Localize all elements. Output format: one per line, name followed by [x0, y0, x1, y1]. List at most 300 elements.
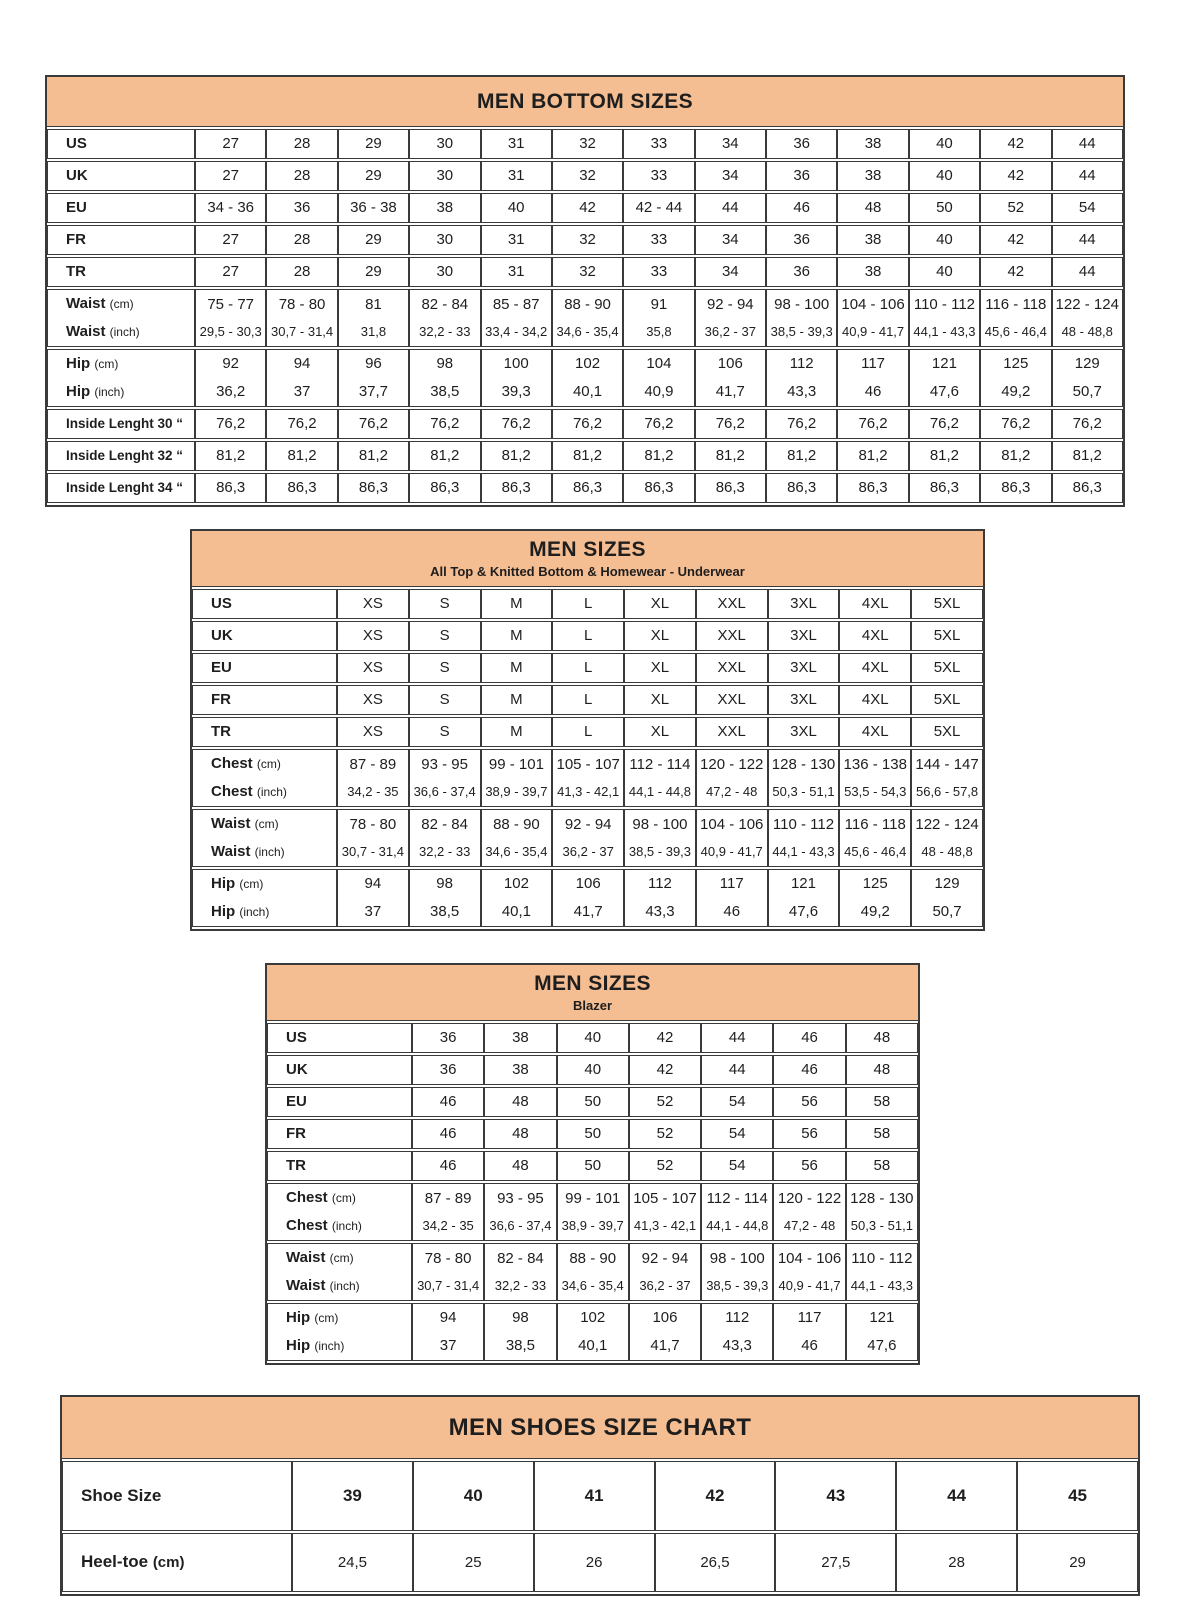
- size-cell: [980, 193, 1051, 223]
- size-cell: [1017, 1461, 1138, 1531]
- size-cell: [773, 1151, 845, 1181]
- row-label-unit: (inch): [256, 785, 287, 799]
- size-cell: [195, 161, 266, 191]
- size-value: 136 - 138: [843, 756, 907, 773]
- size-cell: [412, 1243, 484, 1301]
- size-value: 45,6 - 46,4: [844, 844, 907, 859]
- size-value: 30,7 - 31,4: [417, 1278, 480, 1293]
- size-value: 38,5 - 39,3: [628, 844, 692, 859]
- size-value: 56,6 - 57,8: [915, 784, 979, 799]
- size-value: 48: [873, 1029, 891, 1046]
- row-label: [47, 441, 195, 471]
- size-value: 104: [646, 355, 672, 372]
- size-cell: [846, 1119, 918, 1149]
- size-cell: [484, 1023, 556, 1053]
- size-value: 81: [365, 296, 382, 313]
- table-row: [192, 717, 983, 747]
- size-cell: [624, 717, 696, 747]
- size-cell: [195, 129, 266, 159]
- size-value: 27: [222, 231, 240, 248]
- size-cell: [701, 1303, 773, 1361]
- size-value: 40: [936, 231, 953, 248]
- row-label: [47, 409, 195, 439]
- size-cell: [909, 473, 980, 503]
- row-label: [47, 349, 195, 407]
- size-value: 31: [507, 231, 525, 248]
- size-value: 94: [293, 355, 311, 372]
- size-cell: [557, 1055, 629, 1085]
- size-cell: [1052, 473, 1124, 503]
- size-value: 34,2 - 35: [422, 1218, 474, 1233]
- row-label-text: Shoe Size: [81, 1486, 162, 1505]
- size-value: 4XL: [861, 595, 889, 612]
- size-value: 117: [719, 875, 744, 892]
- size-cell: [266, 441, 337, 471]
- size-value: L: [584, 691, 593, 708]
- size-value: 38,9 - 39,7: [561, 1218, 624, 1233]
- size-value: 78 - 80: [349, 816, 397, 833]
- table-row: [267, 1303, 918, 1361]
- size-cell: [338, 129, 409, 159]
- table-row: [47, 193, 1123, 223]
- row-label: [267, 1183, 412, 1241]
- table-title: MEN SIZES: [534, 972, 651, 995]
- size-cell: [1052, 349, 1124, 407]
- size-value: 31: [507, 167, 525, 184]
- size-cell: [552, 441, 623, 471]
- row-label: [47, 473, 195, 503]
- size-cell: [409, 809, 481, 867]
- size-value: 121: [790, 875, 816, 892]
- size-cell: [773, 1183, 845, 1241]
- size-cell: [1052, 161, 1124, 191]
- size-value: 30,7 - 31,4: [341, 844, 404, 859]
- size-value: 44: [728, 1029, 746, 1046]
- size-cell: [773, 1303, 845, 1361]
- size-value: 98 - 100: [709, 1250, 765, 1267]
- table-subtitle: Blazer: [572, 998, 613, 1013]
- size-value: 33: [650, 263, 668, 280]
- row-label-unit: (inch): [239, 905, 270, 919]
- size-value: 106: [652, 1309, 678, 1326]
- size-value: 54: [728, 1157, 746, 1174]
- size-value: 3XL: [790, 723, 817, 740]
- row-label-unit: (cm): [331, 1191, 356, 1205]
- row-label-unit: (cm): [256, 757, 281, 771]
- row-label-unit: (cm): [239, 877, 264, 891]
- size-cell: [552, 193, 623, 223]
- size-value: 36,6 - 37,4: [489, 1218, 552, 1233]
- size-value: 46: [793, 199, 811, 216]
- size-value: 50: [936, 199, 953, 216]
- size-cell: [338, 161, 409, 191]
- size-cell: [837, 257, 908, 287]
- size-cell: [980, 161, 1051, 191]
- size-value: 34: [721, 263, 739, 280]
- row-label-text: Heel-toe: [81, 1552, 149, 1571]
- size-value: 40: [507, 199, 525, 216]
- size-value: 38,5: [430, 383, 460, 400]
- size-value: 91: [650, 296, 668, 313]
- size-cell: [484, 1055, 556, 1085]
- size-cell: [552, 717, 624, 747]
- size-value: 86,3: [501, 479, 531, 496]
- size-value: 112: [789, 355, 814, 372]
- size-cell: [837, 193, 908, 223]
- size-cell: [552, 473, 623, 503]
- size-value: 125: [862, 875, 888, 892]
- size-cell: [337, 621, 409, 651]
- size-value: 99 - 101: [488, 756, 544, 773]
- size-value: 52: [656, 1157, 674, 1174]
- row-label: [47, 289, 195, 347]
- size-cell: [766, 473, 837, 503]
- size-cell: [980, 257, 1051, 287]
- size-value: 40: [936, 167, 953, 184]
- size-cell: [655, 1461, 776, 1531]
- size-value: 40: [584, 1029, 602, 1046]
- size-value: 49,2: [1001, 383, 1031, 400]
- size-cell: [481, 289, 552, 347]
- size-value: 30: [436, 263, 454, 280]
- row-label-text: UK: [286, 1061, 308, 1078]
- size-value: XXL: [717, 595, 746, 612]
- size-value: 37: [293, 383, 311, 400]
- table-row: [267, 1087, 918, 1117]
- row-label-text: Inside Lenght 34 “: [66, 480, 184, 495]
- size-value: 87 - 89: [349, 756, 397, 773]
- size-cell: [481, 717, 553, 747]
- row-label-unit: (inch): [314, 1339, 345, 1353]
- size-value: S: [439, 595, 450, 612]
- size-value: 27: [222, 135, 240, 152]
- size-value: 94: [364, 875, 382, 892]
- size-value: 5XL: [933, 691, 961, 708]
- size-value: 86,3: [715, 479, 745, 496]
- size-cell: [773, 1243, 845, 1301]
- size-cell: [837, 225, 908, 255]
- size-value: 27,5: [821, 1553, 851, 1571]
- row-label-unit: (cm): [94, 357, 119, 371]
- size-grid: [47, 127, 1123, 505]
- size-cell: [846, 1055, 918, 1085]
- row-label-unit: (inch): [254, 845, 285, 859]
- size-cell: [557, 1243, 629, 1301]
- size-value: XS: [362, 627, 383, 644]
- size-value: 81,2: [1001, 447, 1031, 464]
- size-cell: [337, 717, 409, 747]
- size-value: 38,5: [505, 1337, 536, 1354]
- size-cell: [980, 225, 1051, 255]
- size-cell: [766, 129, 837, 159]
- size-cell: [409, 749, 481, 807]
- size-cell: [338, 225, 409, 255]
- row-label: [267, 1087, 412, 1117]
- size-cell: [624, 749, 696, 807]
- table-row: [47, 409, 1123, 439]
- size-value: 48: [512, 1093, 529, 1110]
- size-value: 76,2: [358, 415, 389, 432]
- size-cell: [481, 869, 553, 927]
- size-cell: [552, 869, 624, 927]
- size-value: 44: [1078, 231, 1096, 248]
- size-cell: [266, 161, 337, 191]
- size-value: 44: [721, 199, 739, 216]
- size-value: 44,1 - 44,8: [628, 784, 692, 799]
- size-cell: [338, 409, 409, 439]
- row-label-unit: (cm): [314, 1311, 339, 1325]
- size-value: 48: [864, 199, 882, 216]
- size-value: 96: [365, 355, 382, 372]
- size-cell: [1052, 129, 1124, 159]
- size-value: 29: [365, 263, 382, 280]
- size-value: 41,3 - 42,1: [557, 784, 620, 799]
- size-cell: [409, 161, 480, 191]
- size-cell: [195, 289, 266, 347]
- size-value: 36: [439, 1029, 457, 1046]
- size-cell: [696, 589, 768, 619]
- size-value: 86,3: [858, 479, 888, 496]
- table-row: [267, 1055, 918, 1085]
- size-cell: [338, 473, 409, 503]
- size-value: 120 - 122: [700, 756, 764, 773]
- size-value: 43: [826, 1486, 846, 1505]
- size-cell: [552, 685, 624, 715]
- size-cell: [701, 1243, 773, 1301]
- row-label: [192, 809, 337, 867]
- size-value: 52: [1007, 199, 1025, 216]
- size-cell: [557, 1119, 629, 1149]
- size-cell: [701, 1055, 773, 1085]
- table-row: [192, 869, 983, 927]
- size-cell: [409, 257, 480, 287]
- size-value: 30: [436, 135, 454, 152]
- size-value: 99 - 101: [565, 1190, 621, 1207]
- size-value: 86,3: [787, 479, 817, 496]
- size-cell: [409, 349, 480, 407]
- size-value: 38,5: [430, 903, 460, 920]
- size-cell: [534, 1461, 655, 1531]
- size-cell: [846, 1183, 918, 1241]
- size-cell: [768, 653, 840, 683]
- size-value: 98: [436, 875, 453, 892]
- size-value: 76,2: [929, 415, 960, 432]
- size-cell: [412, 1055, 484, 1085]
- row-label-unit: (cm): [152, 1554, 185, 1571]
- size-cell: [266, 289, 337, 347]
- size-value: 32,2 - 33: [494, 1278, 547, 1293]
- size-cell: [552, 621, 624, 651]
- size-cell: [552, 653, 624, 683]
- size-value: 44,1 - 43,3: [850, 1278, 913, 1293]
- size-value: 42: [656, 1061, 674, 1078]
- size-value: 105 - 107: [633, 1190, 697, 1207]
- size-cell: [412, 1151, 484, 1181]
- size-value: L: [584, 595, 593, 612]
- size-cell: [696, 717, 768, 747]
- size-value: 92 - 94: [564, 816, 612, 833]
- size-cell: [481, 225, 552, 255]
- size-cell: [696, 809, 768, 867]
- size-value: 110 - 112: [913, 296, 976, 313]
- size-value: 35,8: [646, 324, 672, 339]
- size-cell: [409, 289, 480, 347]
- size-value: 120 - 122: [777, 1190, 842, 1207]
- size-value: 88 - 90: [564, 296, 611, 313]
- size-cell: [409, 685, 481, 715]
- size-cell: [338, 193, 409, 223]
- size-cell: [768, 621, 840, 651]
- table-row: [47, 225, 1123, 255]
- table-title: MEN SIZES: [529, 538, 646, 561]
- size-cell: [412, 1023, 484, 1053]
- size-value: 98 - 100: [774, 296, 830, 313]
- size-value: 29: [365, 167, 382, 184]
- size-cell: [766, 193, 837, 223]
- size-cell: [557, 1303, 629, 1361]
- size-value: 26: [585, 1553, 603, 1571]
- size-value: 31: [507, 135, 525, 152]
- men-sizes-blazer-table: [265, 963, 920, 1365]
- size-value: 48: [512, 1157, 529, 1174]
- size-value: 46: [439, 1157, 457, 1174]
- size-cell: [695, 129, 766, 159]
- size-cell: [623, 441, 694, 471]
- size-value: 92 - 94: [641, 1250, 689, 1267]
- size-value: 76,2: [715, 415, 745, 432]
- row-label-text: US: [66, 135, 87, 152]
- size-cell: [701, 1119, 773, 1149]
- size-cell: [980, 289, 1051, 347]
- size-value: 37,7: [358, 383, 389, 400]
- size-value: 50: [584, 1157, 602, 1174]
- row-label: [267, 1151, 412, 1181]
- size-cell: [292, 1461, 413, 1531]
- size-value: 81,2: [216, 447, 246, 464]
- row-label: [267, 1119, 412, 1149]
- size-cell: [481, 809, 553, 867]
- size-value: 54: [728, 1125, 746, 1142]
- size-value: 82 - 84: [421, 296, 469, 313]
- size-cell: [552, 289, 623, 347]
- size-value: 36: [293, 199, 311, 216]
- size-value: 44,1 - 43,3: [913, 324, 976, 339]
- size-cell: [896, 1461, 1017, 1531]
- size-value: 76,2: [430, 415, 460, 432]
- size-value: 34: [721, 135, 739, 152]
- size-cell: [409, 225, 480, 255]
- row-label: [192, 621, 337, 651]
- size-cell: [534, 1533, 655, 1592]
- size-cell: [629, 1243, 701, 1301]
- size-value: 40,1: [578, 1337, 608, 1354]
- table-row: [192, 809, 983, 867]
- size-value: 38: [864, 167, 882, 184]
- size-cell: [1052, 225, 1124, 255]
- size-value: 93 - 95: [497, 1190, 544, 1207]
- size-cell: [775, 1533, 896, 1592]
- row-label-unit: (inch): [109, 325, 140, 339]
- row-label: [267, 1303, 412, 1361]
- size-value: 125: [1003, 355, 1029, 372]
- size-value: 56: [801, 1093, 818, 1110]
- size-cell: [839, 653, 911, 683]
- size-value: 58: [873, 1157, 891, 1174]
- size-cell: [696, 621, 768, 651]
- size-cell: [481, 653, 553, 683]
- size-value: 112 - 114: [706, 1190, 768, 1207]
- size-value: 37: [439, 1337, 457, 1354]
- size-cell: [337, 685, 409, 715]
- size-cell: [837, 161, 908, 191]
- size-cell: [623, 409, 694, 439]
- size-cell: [266, 129, 337, 159]
- size-value: 33,4 - 34,2: [485, 324, 548, 339]
- table-row: [192, 749, 983, 807]
- size-value: 41: [584, 1486, 604, 1505]
- size-value: 31,8: [360, 324, 387, 339]
- size-value: 5XL: [933, 627, 961, 644]
- size-value: 40: [936, 263, 953, 280]
- size-cell: [655, 1533, 776, 1592]
- size-cell: [557, 1087, 629, 1117]
- size-cell: [701, 1087, 773, 1117]
- size-value: 76,2: [501, 415, 531, 432]
- size-value: 34,6 - 35,4: [561, 1278, 624, 1293]
- row-label-text: Inside Lenght 32 “: [66, 448, 184, 463]
- size-cell: [552, 225, 623, 255]
- row-label-text: UK: [66, 167, 88, 184]
- row-label: [47, 161, 195, 191]
- size-value: 32,2 - 33: [418, 844, 471, 859]
- size-value: 106: [717, 355, 743, 372]
- size-value: 50,7: [932, 903, 962, 920]
- row-label-text: US: [286, 1029, 307, 1046]
- row-label-text: Chest: [211, 755, 253, 772]
- table-header: [267, 965, 918, 1021]
- size-cell: [839, 809, 911, 867]
- size-value: S: [439, 723, 450, 740]
- size-value: 34,6 - 35,4: [556, 324, 619, 339]
- table-row: [47, 129, 1123, 159]
- size-value: 5XL: [933, 659, 961, 676]
- size-cell: [839, 869, 911, 927]
- size-value: 112: [647, 875, 672, 892]
- size-cell: [695, 257, 766, 287]
- size-value: 42: [1007, 135, 1025, 152]
- size-value: 38: [436, 199, 454, 216]
- size-cell: [773, 1023, 845, 1053]
- size-value: 46: [439, 1093, 457, 1110]
- size-value: 5XL: [933, 723, 961, 740]
- size-cell: [837, 349, 908, 407]
- row-label: [267, 1055, 412, 1085]
- size-value: 41,3 - 42,1: [633, 1218, 697, 1233]
- size-value: 46: [801, 1337, 818, 1354]
- size-cell: [846, 1151, 918, 1181]
- row-label: [47, 257, 195, 287]
- size-value: 86,3: [644, 479, 674, 496]
- size-grid: [62, 1459, 1138, 1594]
- size-value: 45: [1068, 1486, 1087, 1505]
- size-value: 81,2: [644, 447, 674, 464]
- size-value: XL: [650, 659, 670, 676]
- size-grid: [192, 587, 983, 929]
- size-value: 34: [721, 231, 739, 248]
- size-cell: [911, 809, 983, 867]
- size-value: 30: [436, 167, 454, 184]
- size-cell: [766, 349, 837, 407]
